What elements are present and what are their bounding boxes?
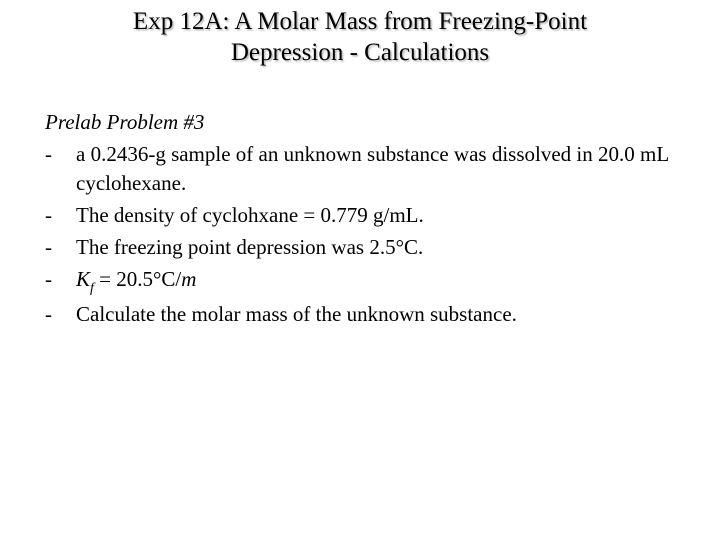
title-line-1: Exp 12A: A Molar Mass from Freezing-Point [132, 8, 588, 35]
kf-unit-variable: m [181, 267, 197, 291]
problem-heading: Prelab Problem #3 [45, 110, 205, 134]
bullet-marker: - [45, 267, 52, 291]
bullet-marker: - [45, 203, 52, 227]
slide-title [40, 6, 680, 68]
bullet-text: The density of cyclohxane = 0.779 g/mL. [76, 203, 424, 227]
bullet-item-task [45, 300, 685, 329]
bullet-text: The freezing point depression was 2.5°C. [76, 235, 424, 259]
bullet-marker: - [45, 302, 52, 326]
bullet-text: a 0.2436-g sample of an unknown substance was dissolved in 20.0 mL cyclohexane. [76, 142, 669, 195]
bullet-marker: - [45, 235, 52, 259]
bullet-item-kf [45, 265, 685, 297]
slide-content [45, 108, 685, 329]
kf-symbol: K [76, 267, 91, 291]
bullet-marker: - [45, 142, 52, 166]
bullet-item-density [45, 201, 685, 230]
kf-value: = 20.5°C/ [93, 267, 182, 291]
bullet-item-sample [45, 140, 685, 198]
bullet-text: Calculate the molar mass of the unknown substance. [76, 302, 517, 326]
kf-subscript: f [90, 281, 94, 296]
bullet-item-depression [45, 233, 685, 262]
title-line-2: Depression - Calculations [230, 39, 490, 66]
